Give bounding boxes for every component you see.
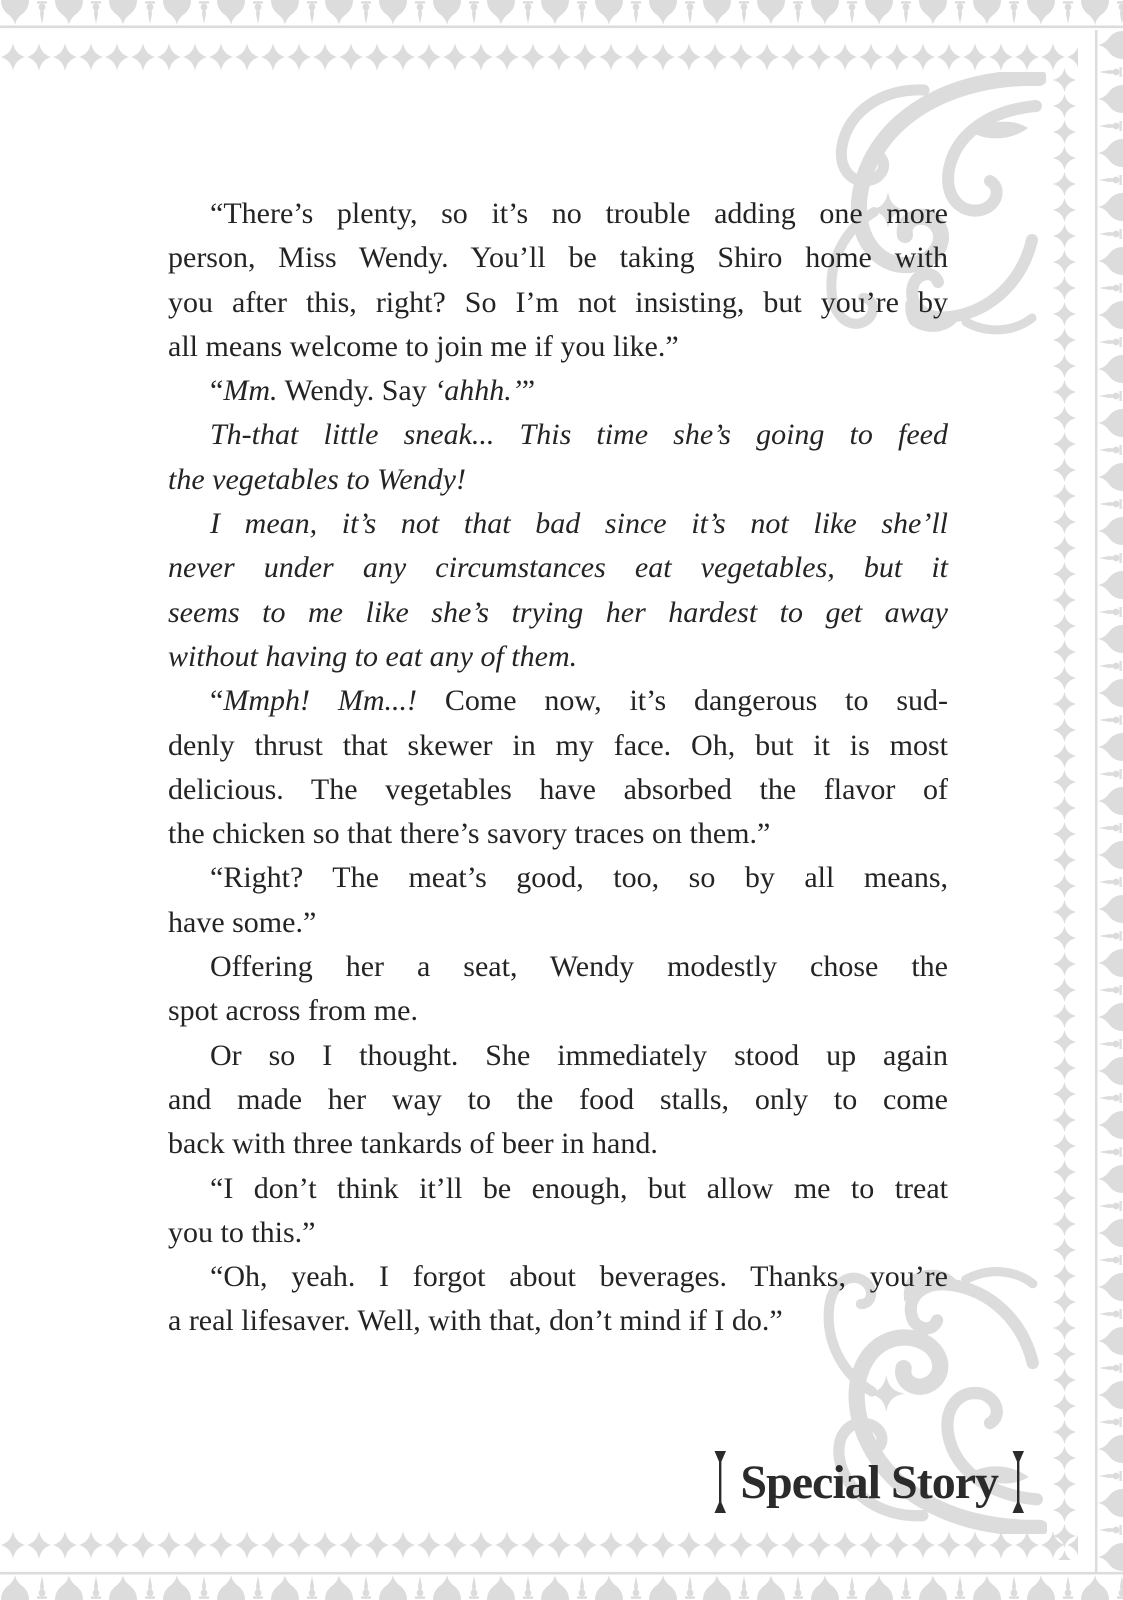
text-segment: never under any circumstances eat vegetables, but it	[168, 551, 948, 585]
story-line	[168, 1034, 948, 1078]
story-line	[168, 724, 948, 768]
text-segment: the vegetables to Wendy!	[168, 462, 466, 496]
text-segment: Th-that little sneak... This time she’s going to feed	[210, 418, 948, 452]
text-segment: all means welcome to join me if you like.”	[168, 329, 679, 363]
story-line	[168, 413, 948, 457]
special-story-text: Special Story	[740, 1455, 998, 1509]
text-segment: a real lifesaver. Well, with that, don’t mind if I do.”	[168, 1304, 783, 1338]
top-fence-border	[0, 0, 1123, 30]
story-line	[168, 989, 948, 1033]
text-segment: “Right? The meat’s good, too, so by all means,	[210, 861, 948, 895]
text-segment: back with three tankards of beer in hand.	[168, 1127, 658, 1161]
text-segment: “Oh, yeah. I forgot about beverages. Thanks, you’re	[210, 1260, 948, 1294]
text-segment: you to this.”	[168, 1215, 316, 1249]
text-segment: person, Miss Wendy. You’ll be taking Shiro home with	[168, 241, 948, 275]
story-text	[168, 192, 948, 1344]
story-line	[168, 1211, 948, 1255]
story-line	[168, 679, 948, 723]
text-segment: without having to eat any of them.	[168, 639, 578, 673]
story-line	[168, 281, 948, 325]
story-line	[168, 635, 948, 679]
text-segment: delicious. The vegetables have absorbed the flavor of	[168, 772, 948, 806]
top-diamond-row	[0, 42, 1078, 72]
bottom-diamond-row	[0, 1530, 1078, 1560]
text-segment: “	[210, 684, 224, 718]
text-segment: have some.”	[168, 905, 317, 939]
story-line	[168, 458, 948, 502]
text-segment: Mm.	[223, 374, 278, 408]
story-line	[168, 325, 948, 369]
text-segment: and made her way to the food stalls, only to come	[168, 1082, 948, 1116]
story-line	[168, 369, 948, 413]
story-line	[168, 1122, 948, 1166]
right-fence-border	[1093, 30, 1123, 1572]
bottom-fence-border	[0, 1570, 1123, 1600]
text-segment: you after this, right? So I’m not insisting, but you’re by	[168, 285, 948, 319]
right-bracket-icon	[1011, 1451, 1025, 1513]
text-segment: I mean, it’s not that bad since it’s not like she’ll	[210, 507, 948, 541]
text-segment: Offering her a seat, Wendy modestly chose the	[210, 950, 948, 984]
text-segment: Wendy. Say	[277, 374, 435, 408]
story-line	[168, 192, 948, 236]
left-bracket-icon	[713, 1451, 727, 1513]
text-segment: denly thrust that skewer in my face. Oh, but it is most	[168, 728, 948, 762]
text-segment: Come now, it’s dangerous to sud-	[416, 684, 948, 718]
right-diamond-column	[1052, 67, 1077, 1560]
text-segment: Or so I thought. She immediately stood up again	[210, 1038, 948, 1072]
story-line	[168, 768, 948, 812]
story-line	[168, 502, 948, 546]
story-line	[168, 1299, 948, 1343]
story-line	[168, 901, 948, 945]
text-segment: seems to me like she’s trying her hardest to get away	[168, 595, 948, 629]
text-segment: the chicken so that there’s savory traces on them.”	[168, 817, 771, 851]
text-segment: ‘ahhh.’	[434, 374, 522, 408]
story-line	[168, 1255, 948, 1299]
special-story-label	[713, 1450, 1025, 1514]
story-line	[168, 856, 948, 900]
story-line	[168, 546, 948, 590]
story-line	[168, 1078, 948, 1122]
text-segment: “There’s plenty, so it’s no trouble adding one more	[210, 197, 948, 230]
story-line	[168, 812, 948, 856]
text-segment: “I don’t think it’ll be enough, but allow me to treat	[210, 1171, 948, 1205]
text-segment: “	[210, 374, 224, 408]
text-segment: Mmph! Mm...!	[223, 684, 417, 718]
story-line	[168, 591, 948, 635]
text-segment: spot across from me.	[168, 994, 418, 1028]
story-line	[168, 945, 948, 989]
text-segment: ”	[521, 374, 536, 408]
story-line	[168, 236, 948, 280]
story-line	[168, 1167, 948, 1211]
